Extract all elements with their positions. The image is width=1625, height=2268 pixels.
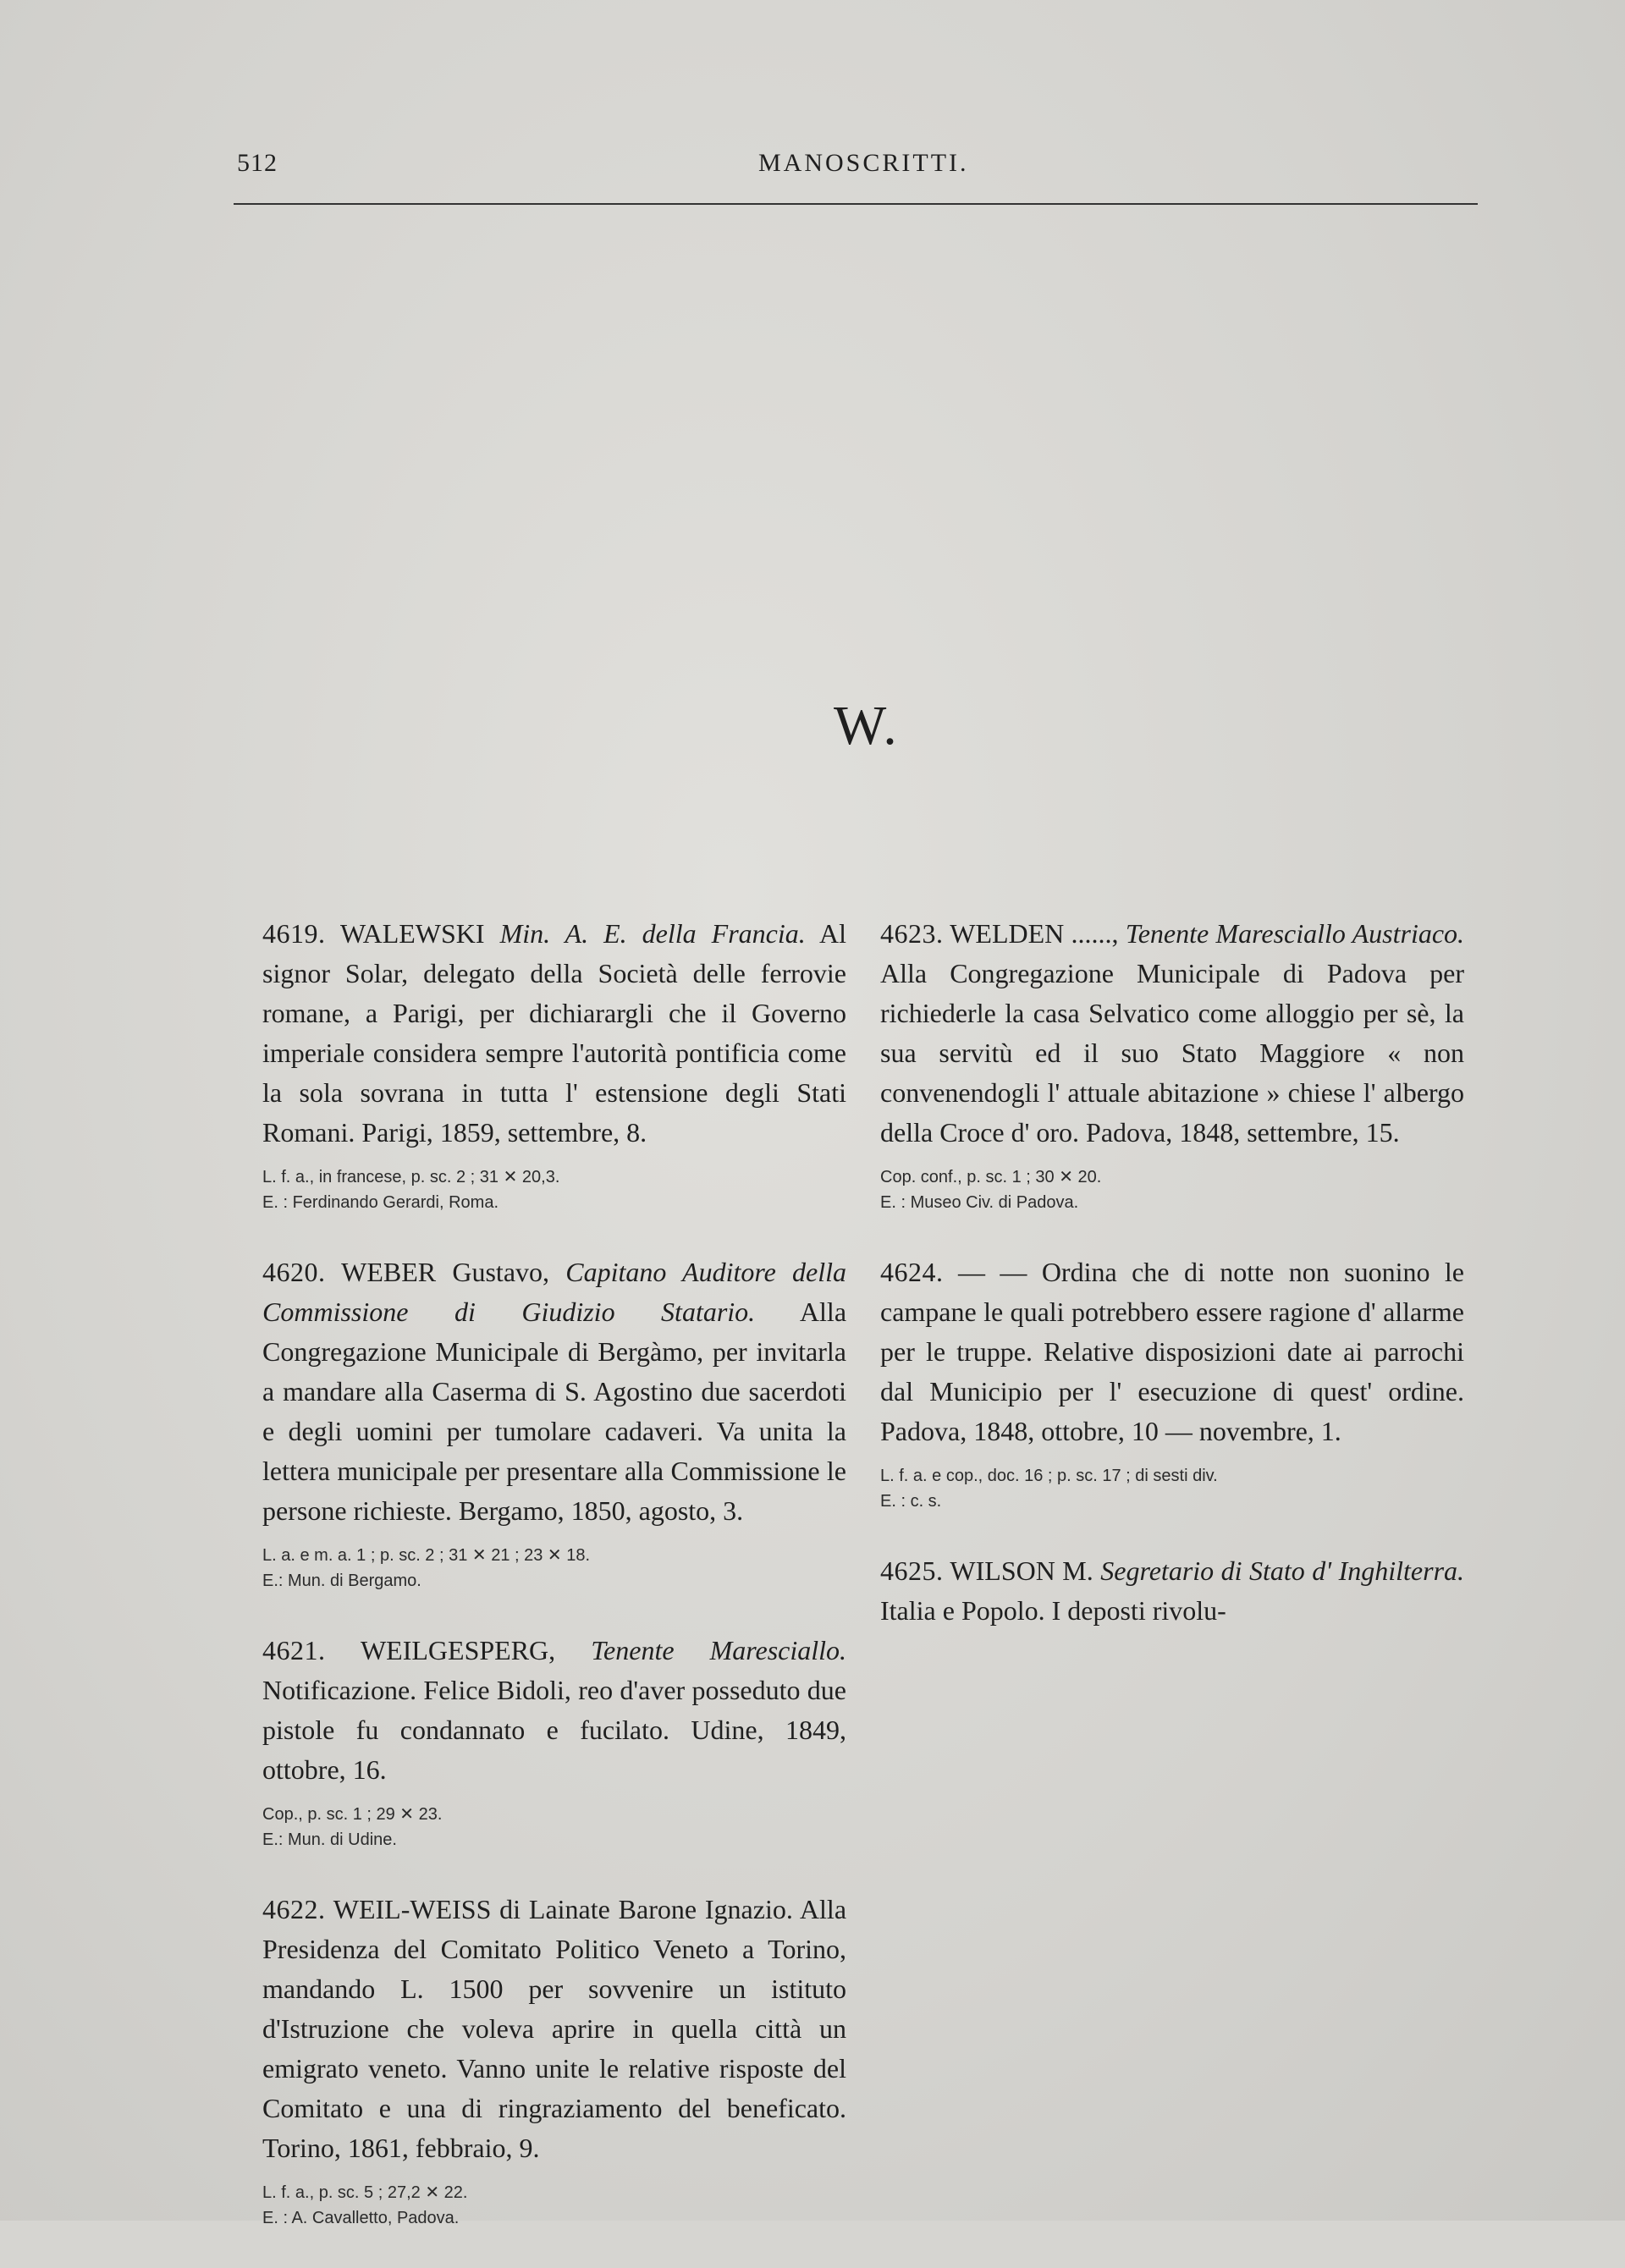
entry-name: WILSON M.	[950, 1555, 1093, 1586]
entry-physical-description: Cop., p. sc. 1 ; 29 ✕ 23.	[262, 1805, 443, 1824]
entry-physical-description: L. f. a. e cop., doc. 16 ; p. sc. 17 ; di sesti div.	[880, 1467, 1218, 1485]
entry-4625	[880, 1551, 1464, 1631]
entry-physical-description: L. a. e m. a. 1 ; p. sc. 2 ; 31 ✕ 21 ; 23 ✕ 18.	[262, 1546, 591, 1565]
entry-physical-description: Cop. conf., p. sc. 1 ; 30 ✕ 20.	[880, 1168, 1102, 1186]
entry-4620	[262, 1252, 846, 1594]
entry-body: Alla Presidenza del Comitato Politico Veneto a Torino, mandando L. 1500 per sovvenire un istituto d'Istruzione che voleva aprire in quella città un emigrato veneto. Vanno unite le relative risposte del Comitato e una di ringraziamento del beneficato. Torino, 1861, febbraio, 9.	[262, 1894, 847, 2163]
entry-physical-description: L. f. a., p. sc. 5 ; 27,2 ✕ 22.	[262, 2183, 468, 2202]
entry-name: WEILGESPERG,	[360, 1635, 556, 1665]
entry-text	[880, 1252, 1464, 1451]
entry-exhibitor: E. : A. Cavalletto, Padova.	[262, 2209, 460, 2227]
entry-body: Italia e Popolo. I deposti rivolu-	[880, 1595, 1226, 1626]
entry-number: 4624.	[880, 1257, 944, 1287]
entry-text	[880, 914, 1464, 1153]
entry-name: WEBER Gustavo,	[341, 1257, 550, 1287]
entry-exhibitor: E. : c. s.	[880, 1492, 942, 1511]
entry-4624	[880, 1252, 1464, 1514]
left-column	[262, 914, 846, 2268]
entry-text	[262, 1252, 846, 1531]
entry-exhibitor: E. : Ferdinando Gerardi, Roma.	[262, 1193, 499, 1212]
entry-text	[262, 1631, 846, 1790]
entry-name: — —	[957, 1257, 1027, 1287]
entry-text	[880, 1551, 1464, 1631]
entry-text	[262, 914, 846, 1153]
entry-number: 4621.	[262, 1635, 326, 1665]
entry-title: Segretario di Stato d' Inghilterra.	[1100, 1555, 1465, 1586]
entry-number: 4622.	[262, 1894, 326, 1924]
entry-body: Alla Congregazione Municipale di Padova per richiederle la casa Selvatico come alloggio per sè, la sua servitù ed il suo Stato Maggiore « non convenendogli l' attuale abitazione » chiese l' albergo della Croce d' oro. Padova, 1848, settembre, 15.	[880, 958, 1464, 1148]
entry-name: WELDEN ......,	[950, 918, 1119, 949]
right-column	[880, 914, 1464, 1668]
page-number: 512	[237, 149, 278, 177]
header-rule	[234, 203, 1478, 205]
entry-4619	[262, 914, 846, 1215]
entry-number: 4623.	[880, 918, 944, 949]
entry-name: WEIL-WEISS di Lainate Barone Ignazio.	[333, 1894, 793, 1924]
entry-name: WALEWSKI	[339, 918, 485, 949]
entry-4621	[262, 1631, 846, 1852]
entry-title: Capitano Auditore della Commissione di Giudizio Statario.	[262, 1257, 847, 1327]
entry-physical-description: L. f. a., in francese, p. sc. 2 ; 31 ✕ 20,3.	[262, 1168, 560, 1186]
page-header	[234, 149, 1478, 191]
entry-meta	[880, 1164, 1464, 1215]
entry-exhibitor: E.: Mun. di Bergamo.	[262, 1572, 421, 1590]
entry-number: 4620.	[262, 1257, 326, 1287]
entry-meta	[262, 1164, 846, 1215]
entry-meta	[262, 1543, 846, 1594]
entry-body: Al signor Solar, delegato della Società delle ferrovie romane, a Parigi, per dichiarargli che il Governo imperiale considera sempre l'autorità pontificia come la sola sovrana in tutta l' estensione degli Stati Romani. Parigi, 1859, settembre, 8.	[262, 918, 847, 1148]
entry-4622	[262, 1890, 846, 2231]
entry-body: Ordina che di notte non suonino le campane le quali potrebbero essere ragione d' allarme per le truppe. Relative disposizioni date ai parrochi dal Municipio per l' esecuzione di quest' ordine. Padova, 1848, ottobre, 10 — novembre, 1.	[880, 1257, 1465, 1446]
entry-body: Alla Congregazione Municipale di Bergàmo, per invitarla a mandare alla Caserma di S. Agostino due sacerdoti e degli uomini per tumolare cadaveri. Va unita la lettera municipale per presentare alla Commissione le persone richieste. Bergamo, 1850, agosto, 3.	[262, 1296, 847, 1526]
entry-exhibitor: E. : Museo Civ. di Padova.	[880, 1193, 1079, 1212]
entry-number: 4625.	[880, 1555, 944, 1586]
entry-4623	[880, 914, 1464, 1215]
entry-title: Tenente Maresciallo.	[591, 1635, 847, 1665]
running-title: MANOSCRITTI.	[758, 149, 969, 177]
section-letter: W.	[834, 695, 899, 757]
entry-meta	[262, 1802, 846, 1852]
entry-title: Tenente Maresciallo Austriaco.	[1125, 918, 1465, 949]
entry-body: Notificazione. Felice Bidoli, reo d'aver posseduto due pistole fu condannato e fucilato. Udine, 1849, ottobre, 16.	[262, 1675, 846, 1785]
entry-number: 4619.	[262, 918, 326, 949]
entry-exhibitor: E.: Mun. di Udine.	[262, 1830, 397, 1849]
entry-text	[262, 1890, 846, 2168]
entry-title: Min. A. E. della Francia.	[499, 918, 806, 949]
entry-meta	[880, 1463, 1464, 1514]
entry-meta	[262, 2180, 846, 2231]
